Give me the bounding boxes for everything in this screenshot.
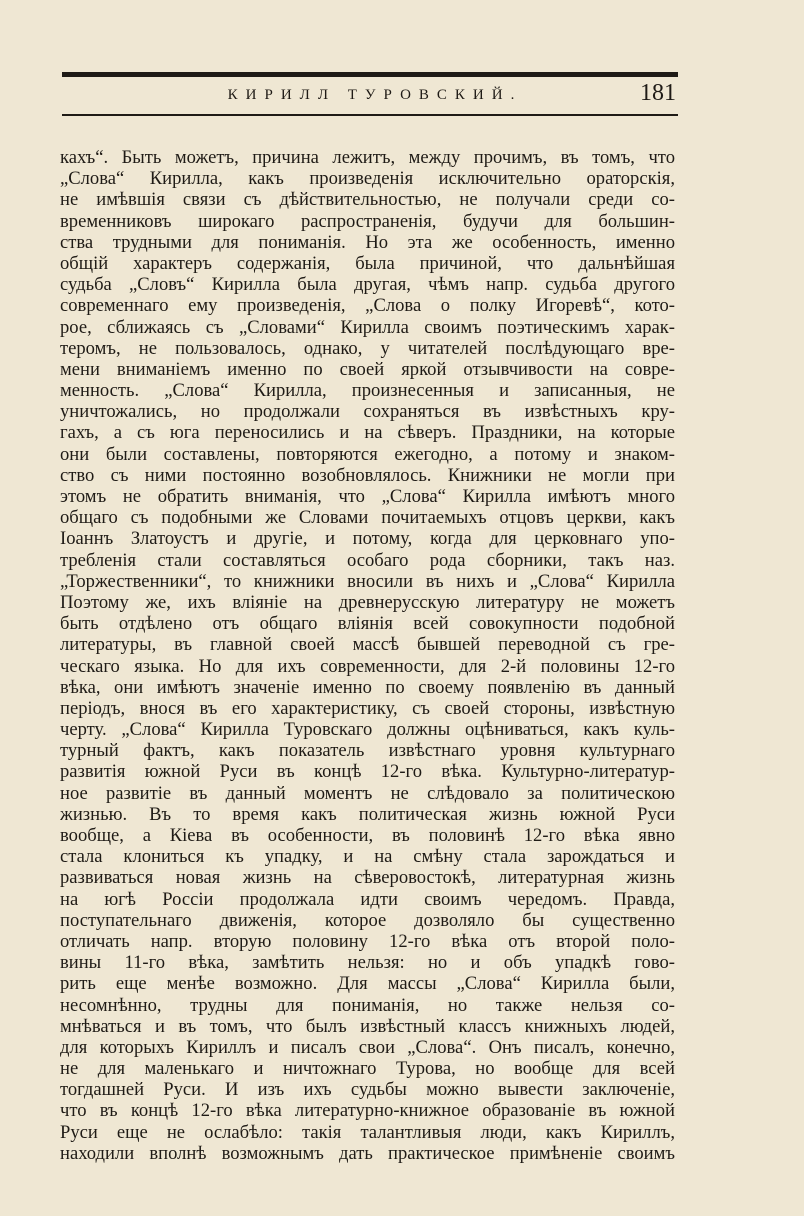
text-line: ческаго языка. Но для ихъ современности, для 2-й половины 12-го — [60, 655, 675, 677]
text-line: этомъ не обратить вниманія, что „Слова“ Кирилла имѣютъ много — [60, 486, 675, 507]
text-line: временниковъ широкаго распространенія, будучи для большин- — [60, 210, 675, 232]
text-line: Руси еще не ослабѣло: такія талантливыя люди, какъ Кириллъ, — [60, 1121, 675, 1143]
text-line: менность. „Слова“ Кирилла, произнесенныя и записанныя, не — [60, 380, 675, 402]
page-number: 181 — [640, 80, 676, 106]
text-line: быть отдѣлено отъ общаго вліянія всей совокупности подобной — [60, 613, 675, 635]
text-line: они были составлены, повторяются ежегодно, а потому и знаком- — [60, 443, 675, 465]
text-line: гахъ, а съ юга переносились и на сѣверъ. Праздники, на которые — [60, 422, 675, 444]
header-rule-top — [62, 72, 678, 77]
text-line: несомнѣнно, трудны для пониманія, но также нельзя со- — [60, 994, 675, 1016]
text-line: теромъ, не пользовалось, однако, у читателей послѣдующаго вре- — [60, 337, 675, 359]
text-line: общаго съ подобными же Словами почитаемыхъ отцовъ церкви, какъ — [60, 507, 675, 529]
text-line: кахъ“. Быть можетъ, причина лежитъ, между прочимъ, въ томъ, что — [60, 147, 675, 168]
text-line: рить еще менѣе возможно. Для массы „Слова“ Кирилла были, — [60, 973, 675, 995]
header-rule-bottom — [62, 114, 678, 116]
text-line: „Слова“ Кирилла, какъ произведенія исключительно ораторскія, — [60, 168, 675, 190]
text-line: тогдашней Руси. И изъ ихъ судьбы можно вывести заключеніе, — [60, 1079, 675, 1101]
text-line: находили вполнѣ возможнымъ дать практическое примѣненіе своимъ — [60, 1142, 675, 1164]
body-text — [60, 147, 675, 1164]
text-line: развитія южной Руси въ концѣ 12-го вѣка. Культурно-литератур- — [60, 761, 675, 783]
text-line: Іоаннъ Златоустъ и другіе, и потому, когда для церковнаго упо- — [60, 528, 675, 550]
text-line: турный фактъ, какъ показатель извѣстнаго уровня культурнаго — [60, 740, 675, 762]
text-line: отличать напр. вторую половину 12-го вѣка отъ второй поло- — [60, 930, 675, 952]
text-line: литературы, въ главной своей массѣ бывшей переводной съ гре- — [60, 634, 675, 656]
text-line: черту. „Слова“ Кирилла Туровскаго должны оцѣниваться, какъ куль- — [60, 719, 675, 741]
text-line: вины 11-го вѣка, замѣтить нельзя: но и объ упадкѣ гово- — [60, 952, 675, 974]
running-title: КИРИЛЛ ТУРОВСКИЙ. — [227, 87, 523, 103]
text-line: современнаго ему произведенія, „Слова о полку Игоревѣ“, кото- — [60, 295, 675, 317]
text-line: требленія стали составляться особаго рода сборники, такъ наз. — [60, 549, 675, 571]
text-line: судьба „Словъ“ Кирилла была другая, чѣмъ напр. судьба другого — [60, 274, 675, 296]
text-line: на югѣ Россіи продолжала идти своимъ чередомъ. Правда, — [60, 888, 675, 910]
text-line: періодъ, внося въ его характеристику, съ своей стороны, извѣстную — [60, 697, 675, 719]
text-line: мени вниманіемъ именно по своей яркой отзывчивости на совре- — [60, 358, 675, 380]
text-line: вѣка, они имѣютъ значеніе именно по своему появленію въ данный — [60, 676, 675, 698]
text-line: „Торжественники“, то книжники вносили въ нихъ и „Слова“ Кирилла — [60, 570, 675, 592]
text-line: поступательнаго движенія, которое дозволяло бы существенно — [60, 909, 675, 931]
text-line: не имѣвшія связи съ дѣйствительностью, не получали среди со- — [60, 189, 675, 211]
text-line: уничтожались, но продолжали сохраняться въ извѣстныхъ кру- — [60, 401, 675, 423]
text-line: ное развитіе въ данный моментъ не слѣдовало за политическою — [60, 782, 675, 804]
text-line: Поэтому же, ихъ вліяніе на древнерусскую литературу не можетъ — [60, 591, 675, 613]
text-line: общій характеръ содержанія, была причиной, что дальнѣйшая — [60, 252, 675, 274]
text-line: ства трудными для пониманія. Но эта же особенность, именно — [60, 231, 675, 253]
text-line: жизнью. Въ то время какъ политическая жизнь южной Руси — [60, 803, 675, 825]
text-line: не для маленькаго и ничтожнаго Турова, но вообще для всей — [60, 1058, 675, 1080]
text-line: ство съ ними постоянно возобновлялось. Книжники не могли при — [60, 464, 675, 486]
text-line: для которыхъ Кириллъ и писалъ свои „Слова“. Онъ писалъ, конечно, — [60, 1036, 675, 1058]
text-line: стала клониться къ упадку, и на смѣну стала зарождаться и — [60, 846, 675, 868]
text-line: мнѣваться и въ томъ, что былъ извѣстный классъ книжныхъ людей, — [60, 1015, 675, 1037]
text-line: рое, сближаясь съ „Словами“ Кирилла своимъ поэтическимъ харак- — [60, 316, 675, 338]
text-line: что въ концѣ 12-го вѣка литературно-книжное образованіе въ южной — [60, 1100, 675, 1122]
text-line: вообще, а Кіева въ особенности, въ половинѣ 12-го вѣка явно — [60, 825, 675, 846]
text-line: развиваться новая жизнь на сѣверовостокѣ, литературная жизнь — [60, 867, 675, 889]
